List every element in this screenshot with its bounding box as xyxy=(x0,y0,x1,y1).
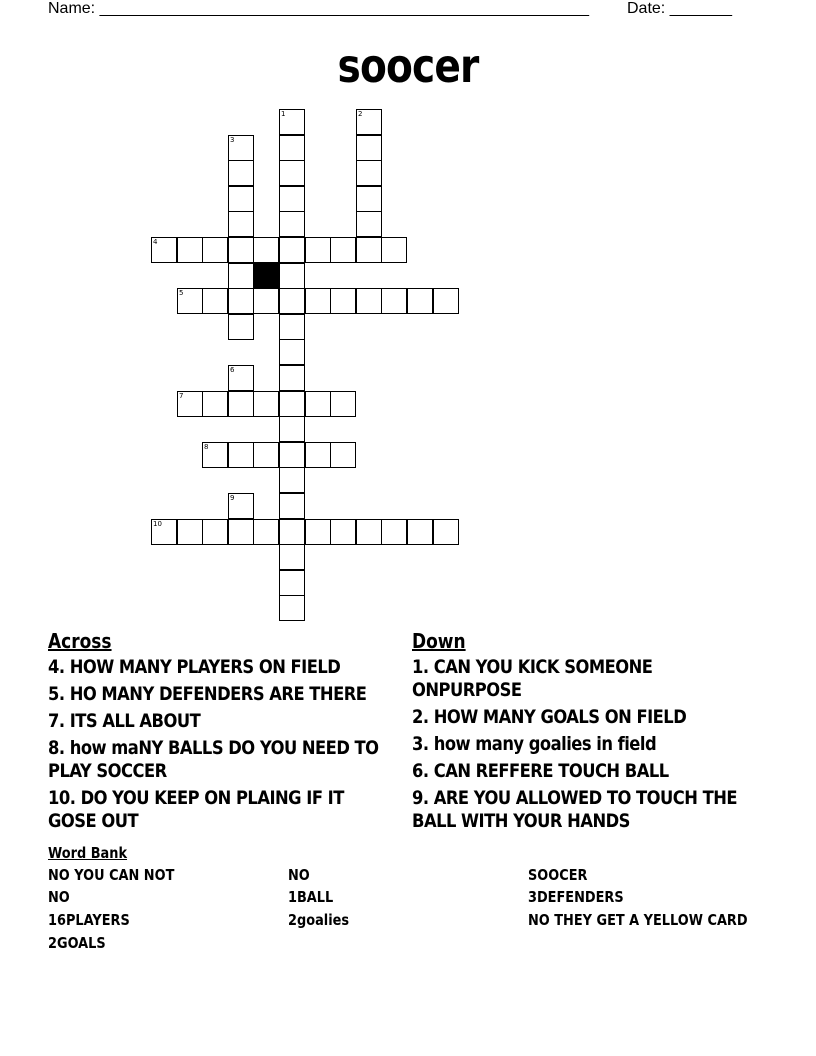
grid-cell[interactable] xyxy=(279,595,305,621)
grid-cell[interactable] xyxy=(407,519,433,545)
clue-number: 7 xyxy=(179,392,184,400)
grid-cell[interactable] xyxy=(202,442,228,468)
across-clues xyxy=(48,628,393,837)
grid-cell[interactable] xyxy=(407,288,433,314)
clue-number: 2 xyxy=(358,110,363,118)
word-bank-item: 3DEFENDERS xyxy=(528,888,624,906)
grid-cell[interactable] xyxy=(228,519,254,545)
grid-cell[interactable] xyxy=(253,237,279,263)
word-bank-item: 16PLAYERS xyxy=(48,911,130,929)
across-clue-8: 8. how maNY BALLS DO YOU NEED TO PLAY SOCCER xyxy=(48,737,379,782)
name-line: Name: _______________________________________________________ xyxy=(48,0,589,17)
grid-cell[interactable] xyxy=(279,570,305,596)
grid-cell[interactable] xyxy=(330,288,356,314)
word-bank-item: SOOCER xyxy=(528,866,588,884)
grid-cell[interactable] xyxy=(228,442,254,468)
word-bank-item: NO xyxy=(48,888,70,906)
word-bank-heading: Word Bank xyxy=(48,844,128,862)
grid-cell[interactable] xyxy=(330,442,356,468)
down-clue-6: 6. CAN REFFERE TOUCH BALL xyxy=(412,760,669,782)
grid-cell[interactable] xyxy=(305,288,331,314)
grid-cell[interactable] xyxy=(202,391,228,417)
grid-cell[interactable] xyxy=(228,314,254,340)
grid-cell[interactable] xyxy=(279,365,305,391)
across-clue-5: 5. HO MANY DEFENDERS ARE THERE xyxy=(48,683,367,705)
grid-cell[interactable] xyxy=(279,263,305,289)
grid-cell[interactable] xyxy=(202,288,228,314)
grid-cell[interactable] xyxy=(228,288,254,314)
down-clue-3: 3. how many goalies in field xyxy=(412,733,657,755)
grid-cell[interactable] xyxy=(228,135,254,161)
grid-cell[interactable] xyxy=(305,519,331,545)
grid-cell[interactable] xyxy=(433,519,459,545)
grid-cell[interactable] xyxy=(279,339,305,365)
across-heading: Across xyxy=(48,629,112,653)
grid-cell[interactable] xyxy=(279,288,305,314)
grid-cell[interactable] xyxy=(305,391,331,417)
clue-number: 9 xyxy=(230,494,235,502)
grid-cell[interactable] xyxy=(202,519,228,545)
grid-cell[interactable] xyxy=(279,109,305,135)
down-clue-9: 9. ARE YOU ALLOWED TO TOUCH THE BALL WITH YOUR HANDS xyxy=(412,787,738,832)
grid-cell[interactable] xyxy=(356,519,382,545)
grid-cell[interactable] xyxy=(228,160,254,186)
grid-cell[interactable] xyxy=(177,519,203,545)
down-heading: Down xyxy=(412,629,466,653)
word-bank-item: NO THEY GET A YELLOW CARD xyxy=(528,911,748,929)
page-title: soocer xyxy=(337,39,479,93)
grid-cell[interactable] xyxy=(381,288,407,314)
grid-cell[interactable] xyxy=(279,237,305,263)
clue-number: 6 xyxy=(230,366,235,374)
grid-cell[interactable] xyxy=(279,442,305,468)
grid-cell[interactable] xyxy=(356,237,382,263)
grid-cell[interactable] xyxy=(330,519,356,545)
grid-cell[interactable] xyxy=(228,186,254,212)
grid-cell[interactable] xyxy=(356,135,382,161)
clue-number: 8 xyxy=(204,443,209,451)
grid-cell[interactable] xyxy=(253,288,279,314)
grid-cell[interactable] xyxy=(279,211,305,237)
word-bank xyxy=(48,842,768,964)
grid-cell[interactable] xyxy=(253,442,279,468)
clue-number: 1 xyxy=(281,110,286,118)
grid-cell[interactable] xyxy=(202,237,228,263)
grid-cell[interactable] xyxy=(279,186,305,212)
grid-cell[interactable] xyxy=(330,237,356,263)
grid-cell[interactable] xyxy=(177,391,203,417)
grid-cell[interactable] xyxy=(279,160,305,186)
grid-cell[interactable] xyxy=(253,391,279,417)
grid-cell[interactable] xyxy=(228,391,254,417)
grid-cell[interactable] xyxy=(305,237,331,263)
clue-number: 10 xyxy=(153,520,162,528)
grid-cell[interactable] xyxy=(228,237,254,263)
grid-cell[interactable] xyxy=(279,391,305,417)
grid-cell[interactable] xyxy=(228,263,254,289)
grid-cell[interactable] xyxy=(228,493,254,519)
grid-cell[interactable] xyxy=(356,288,382,314)
grid-cell[interactable] xyxy=(279,519,305,545)
clue-number: 4 xyxy=(153,238,158,246)
down-clue-1: 1. CAN YOU KICK SOMEONE ONPURPOSE xyxy=(412,656,653,701)
grid-cell[interactable] xyxy=(381,237,407,263)
word-bank-item: NO xyxy=(288,866,310,884)
grid-cell[interactable] xyxy=(279,135,305,161)
grid-cell[interactable] xyxy=(433,288,459,314)
down-clues xyxy=(412,628,752,837)
clue-number: 3 xyxy=(230,136,235,144)
grid-cell[interactable] xyxy=(279,493,305,519)
grid-cell[interactable] xyxy=(253,519,279,545)
grid-cell[interactable] xyxy=(381,519,407,545)
grid-cell-black xyxy=(253,263,279,289)
word-bank-item: 2GOALS xyxy=(48,934,106,952)
grid-cell[interactable] xyxy=(356,160,382,186)
word-bank-item: 2goalies xyxy=(288,911,350,929)
word-bank-item: NO YOU CAN NOT xyxy=(48,866,175,884)
grid-cell[interactable] xyxy=(305,442,331,468)
grid-cell[interactable] xyxy=(228,365,254,391)
across-clue-7: 7. ITS ALL ABOUT xyxy=(48,710,201,732)
grid-cell[interactable] xyxy=(356,186,382,212)
across-clue-4: 4. HOW MANY PLAYERS ON FIELD xyxy=(48,656,341,678)
grid-cell[interactable] xyxy=(151,519,177,545)
clue-number: 5 xyxy=(179,289,184,297)
grid-cell[interactable] xyxy=(279,314,305,340)
grid-cell[interactable] xyxy=(279,544,305,570)
across-clue-10: 10. DO YOU KEEP ON PLAING IF IT GOSE OUT xyxy=(48,787,344,832)
grid-cell[interactable] xyxy=(330,391,356,417)
grid-cell[interactable] xyxy=(228,211,254,237)
grid-cell[interactable] xyxy=(177,288,203,314)
down-clue-2: 2. HOW MANY GOALS ON FIELD xyxy=(412,706,687,728)
grid-cell[interactable] xyxy=(279,416,305,442)
grid-cell[interactable] xyxy=(356,211,382,237)
word-bank-item: 1BALL xyxy=(288,888,334,906)
grid-cell[interactable] xyxy=(151,237,177,263)
grid-cell[interactable] xyxy=(279,467,305,493)
date-line: Date: _______ xyxy=(627,0,732,17)
grid-cell[interactable] xyxy=(356,109,382,135)
grid-cell[interactable] xyxy=(177,237,203,263)
